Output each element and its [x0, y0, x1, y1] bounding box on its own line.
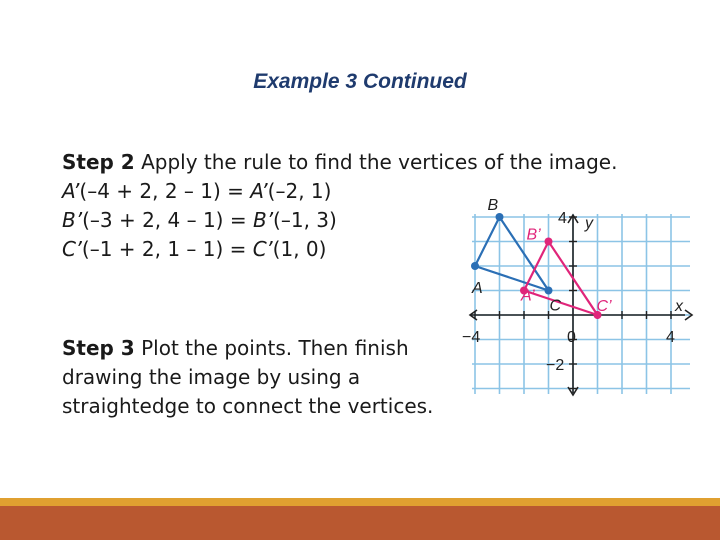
coordinate-graph [462, 197, 693, 397]
equation-lhs: A’ [62, 179, 80, 203]
vertex-label-b-prime: B’ [526, 226, 541, 244]
tick-label-x-pos4: 4 [666, 329, 675, 346]
equation-lhs: C’ [62, 237, 82, 261]
tick-label-y-pos4: 4 [558, 210, 567, 227]
vertex-label-c-prime: C’ [596, 298, 612, 315]
equation-rhs: B’ [252, 208, 274, 232]
equation-expr: (–1 + 2, 1 – 1) = [81, 237, 253, 261]
equation-result: (–2, 1) [267, 179, 332, 203]
vertex-label-a: A [472, 280, 483, 297]
equation-result: (1, 0) [272, 237, 327, 261]
slide-title [0, 70, 720, 94]
equation-rhs: A’ [250, 179, 268, 203]
equation-result: (–1, 3) [273, 208, 337, 232]
vertex-label-a-prime: A’ [521, 287, 535, 305]
vertex-label-b: B [487, 197, 499, 214]
footer-bar [0, 506, 720, 540]
equation-rhs: C’ [252, 237, 273, 261]
step3-text: Plot the points. Then finish drawing the image by using a straightedge to connect the vertices. [62, 336, 434, 418]
step2-label: Step 2 [62, 150, 135, 174]
step3-label: Step 3 [62, 336, 135, 360]
image-triangle-vertex [545, 238, 553, 246]
y-axis-label: y [585, 215, 593, 232]
graph-background [469, 211, 693, 397]
tick-label-origin: 0 [567, 329, 576, 346]
equation-row [62, 177, 662, 206]
x-axis-label: x [675, 298, 683, 315]
step2-paragraph [62, 148, 662, 177]
original-triangle-vertex [545, 287, 553, 295]
equation-expr: (–3 + 2, 4 – 1) = [82, 208, 253, 232]
equation-expr: (–4 + 2, 2 – 1) = [79, 179, 251, 203]
original-triangle-vertex [471, 262, 479, 270]
footer-accent-stripe [0, 498, 720, 506]
equation-lhs: B’ [62, 208, 83, 232]
tick-label-x-neg4: −4 [462, 329, 481, 346]
original-triangle-vertex [496, 213, 504, 221]
step2-text: Apply the rule to find the vertices of the image. [134, 150, 618, 174]
vertex-label-c: C [549, 297, 562, 315]
tick-label-y-neg2: −2 [546, 357, 565, 374]
slide-title-text: Example 3 Continued [253, 70, 467, 93]
step3-block [62, 334, 442, 421]
